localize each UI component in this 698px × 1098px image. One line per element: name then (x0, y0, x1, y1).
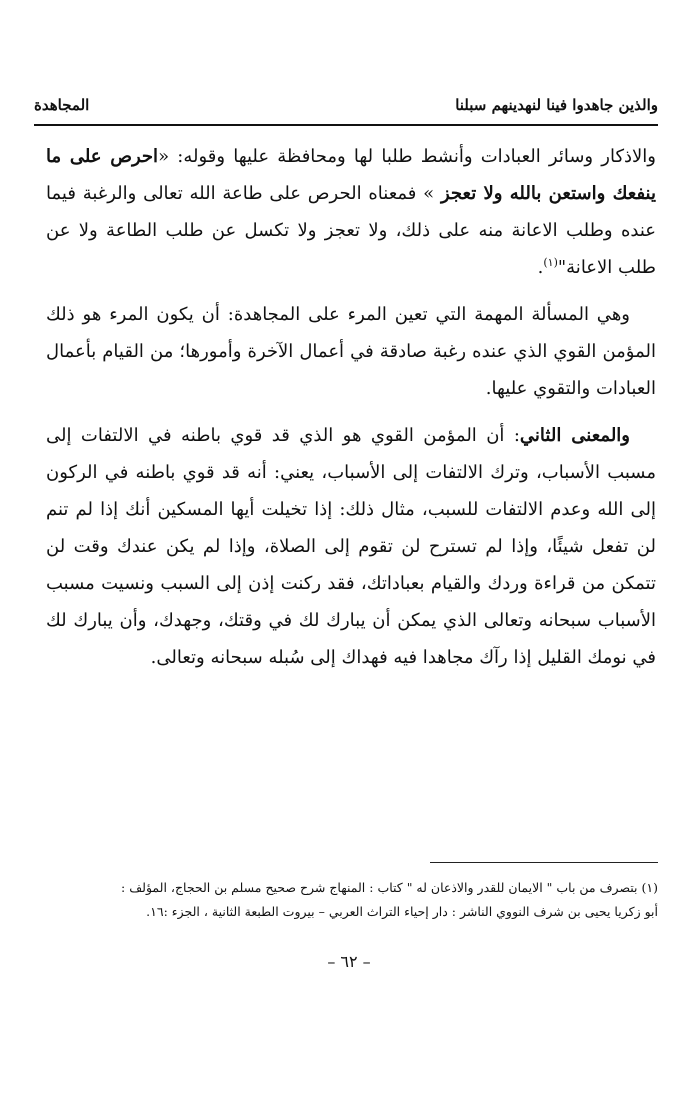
hadith-quote: احرص على ما ينفعك واستعن بالله ولا تعجز (46, 146, 656, 204)
footnote-line-1: (١) بتصرف من باب " الايمان للقدر والاذعان له " كتاب : المنهاج شرح صحيح مسلم بن الحجاج، المؤلف : (121, 880, 658, 895)
body-text (46, 138, 656, 686)
paragraph-2: وهي المسألة المهمة التي تعين المرء على المجاهدة: أن يكون المرء هو ذلك المؤمن القوي الذي عنده رغبة صادقة في أعمال الآخرة وأمورها؛ من القيام بأعمال العبادات والتقوي عليها. (46, 304, 656, 399)
footnote-divider (430, 862, 658, 863)
footnote-line-2: أبو زكريا يحيى بن شرف النووي الناشر : دار إحياء التراث العربي – بيروت الطبعة الثانية ، الجزء :١٦. (146, 904, 658, 919)
paragraph-1-intro: والاذكار وسائر العبادات وأنشط طلبا لها ومحافظة عليها وقوله: « (158, 146, 656, 167)
paragraph-3 (46, 417, 656, 676)
footnote-marker: (١) (543, 256, 558, 269)
paragraph-1-explanation: » فمعناه الحرص على طاعة الله تعالى والرغبة فيما عنده وطلب الاعانة منه على ذلك، ولا تعجز ولا تكسل عن طلب الطاعة ولا عن طلب الاعانة" (46, 183, 656, 278)
footnotes (34, 876, 658, 924)
section-title: المجاهدة (34, 96, 90, 114)
paragraph-1 (46, 138, 656, 286)
header-divider (34, 124, 658, 126)
page-number: – ٦٢ – (327, 952, 371, 971)
paragraph-1-end: . (537, 257, 544, 278)
second-meaning-label: والمعنى الثاني (519, 425, 630, 446)
paragraph-3-text: : أن المؤمن القوي هو الذي قد قوي باطنه في الالتفات إلى مسبب الأسباب، وترك الالتفات إلى الأسباب، يعني: أنه قد قوي باطنه في الركون إلى الله وعدم الالتفات للسبب، مثال ذلك: إذا تخيلت أيها المسكين أنك إذا لم تنم لن تفعل شيئًا، وإذا لم تسترح لن تقوم إلى الصلاة، وإذا لم يكن عندك وقت لن تتمكن من قراءة وردك والقيام بعباداتك، فقد ركنت إذن إلى السبب ونسيت مسبب الأسباب سبحانه وتعالى الذي يمكن أن يبارك لك في وقتك، وجهدك، وأن يبارك لك في نومك القليل إذا رآك مجاهدا فيه فهداك إلى سُبله سبحانه وتعالى. (46, 425, 656, 668)
chapter-title: والذين جاهدوا فينا لنهدينهم سبلنا (455, 96, 658, 114)
running-header (34, 88, 658, 114)
